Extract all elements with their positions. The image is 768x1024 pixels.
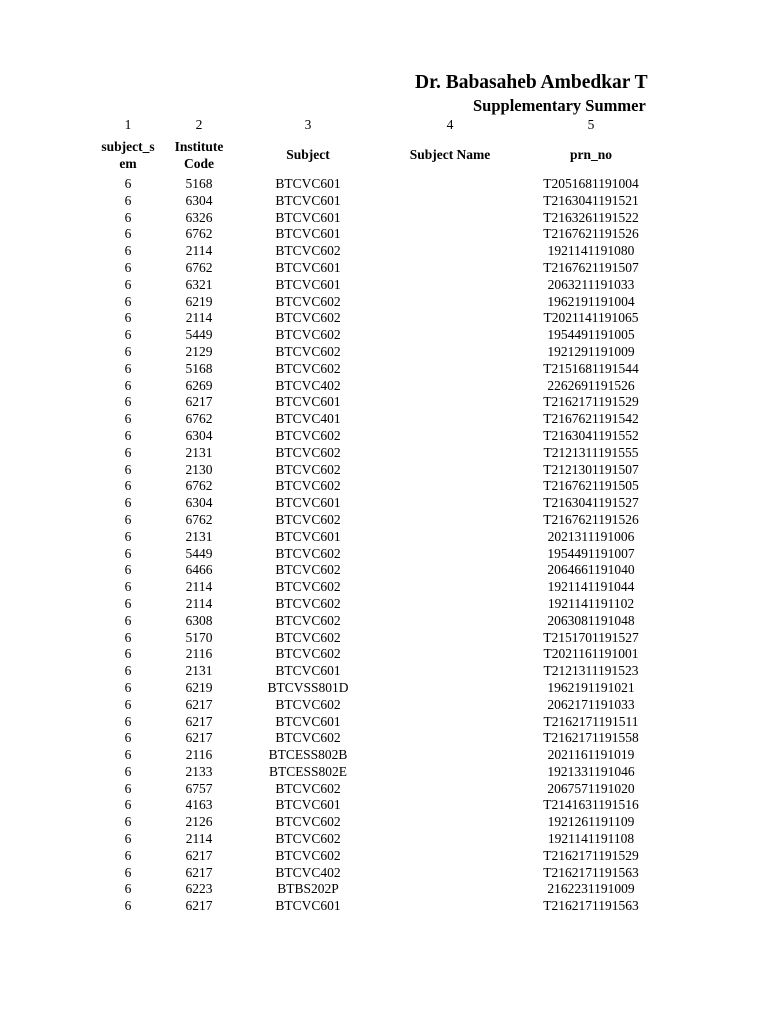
cell-prn-no: 2262691191526: [547, 377, 635, 393]
cell-subject: BTCVC602: [275, 461, 341, 477]
cell-prn-no: T2121301191507: [543, 461, 639, 477]
cell-institute-code: 5168: [185, 360, 213, 376]
cell-subject-sem: 6: [124, 579, 132, 595]
cell-institute-code: 6762: [185, 478, 213, 494]
cell-subject-sem: 6: [124, 696, 132, 712]
table-row: [0, 579, 768, 596]
cell-subject-sem: 6: [124, 511, 132, 527]
cell-subject: BTCVC602: [275, 243, 341, 259]
table-row: [0, 630, 768, 647]
cell-subject-sem: 6: [124, 612, 132, 628]
cell-institute-code: 6304: [185, 192, 213, 208]
cell-subject: BTCVC601: [275, 528, 341, 544]
cell-subject: BTCVC601: [275, 797, 341, 813]
cell-subject-sem: 6: [124, 478, 132, 494]
cell-subject-sem: 6: [124, 343, 132, 359]
table-row: [0, 898, 768, 915]
cell-subject: BTCVC601: [275, 495, 341, 511]
cell-prn-no: T2167621191505: [543, 478, 639, 494]
cell-subject-sem: 6: [124, 562, 132, 578]
cell-subject-sem: 6: [124, 360, 132, 376]
table-row: [0, 378, 768, 395]
cell-institute-code: 5449: [185, 545, 213, 561]
cell-subject: BTCESS802B: [268, 747, 348, 763]
table-row: [0, 697, 768, 714]
table-row: [0, 781, 768, 798]
header-institute-code: Institute Code: [174, 139, 224, 171]
cell-subject: BTCVC602: [275, 814, 341, 830]
cell-prn-no: T2162171191529: [543, 394, 639, 410]
cell-subject: BTCVC601: [275, 663, 341, 679]
table-row: [0, 327, 768, 344]
cell-institute-code: 6217: [185, 696, 213, 712]
cell-institute-code: 2130: [185, 461, 213, 477]
cell-institute-code: 2133: [185, 763, 213, 779]
document-subtitle: Supplementary Summer: [473, 96, 646, 115]
cell-prn-no: T2162171191529: [543, 847, 639, 863]
table-row: [0, 797, 768, 814]
cell-institute-code: 6217: [185, 730, 213, 746]
cell-prn-no: 1954491191007: [547, 545, 635, 561]
cell-institute-code: 6757: [185, 780, 213, 796]
cell-subject-sem: 6: [124, 646, 132, 662]
cell-subject: BTCVC602: [275, 343, 341, 359]
cell-subject: BTCVC602: [275, 511, 341, 527]
cell-institute-code: 2114: [185, 310, 213, 326]
header-subject-name: Subject Name: [409, 147, 491, 162]
table-row: [0, 747, 768, 764]
cell-prn-no: T2167621191526: [543, 226, 639, 242]
cell-prn-no: 1921141191108: [547, 831, 635, 847]
table-row: [0, 260, 768, 277]
cell-subject: BTCVC602: [275, 579, 341, 595]
cell-prn-no: T2163041191527: [543, 495, 639, 511]
table-row: [0, 663, 768, 680]
cell-subject: BTCVC602: [275, 696, 341, 712]
cell-prn-no: T2141631191516: [543, 797, 639, 813]
table-row: [0, 680, 768, 697]
cell-subject-sem: 6: [124, 259, 132, 275]
cell-subject-sem: 6: [124, 847, 132, 863]
cell-subject-sem: 6: [124, 293, 132, 309]
table-row: [0, 226, 768, 243]
cell-prn-no: T2151701191527: [543, 629, 639, 645]
cell-institute-code: 6762: [185, 511, 213, 527]
cell-subject: BTCVC602: [275, 293, 341, 309]
cell-subject-sem: 6: [124, 528, 132, 544]
cell-prn-no: 2021311191006: [547, 528, 635, 544]
cell-subject: BTCVC601: [275, 276, 341, 292]
cell-institute-code: 5170: [185, 629, 213, 645]
document-title: Dr. Babasaheb Ambedkar T: [415, 72, 648, 93]
table-row: [0, 613, 768, 630]
cell-subject-sem: 6: [124, 780, 132, 796]
cell-subject: BTCVC602: [275, 545, 341, 561]
cell-subject-sem: 6: [124, 226, 132, 242]
cell-subject: BTCVC601: [275, 898, 341, 914]
cell-subject-sem: 6: [124, 427, 132, 443]
cell-subject: BTCVC602: [275, 831, 341, 847]
cell-subject-sem: 6: [124, 814, 132, 830]
cell-subject-sem: 6: [124, 763, 132, 779]
cell-prn-no: 2067571191020: [547, 780, 635, 796]
table-row: [0, 881, 768, 898]
cell-institute-code: 6217: [185, 898, 213, 914]
cell-institute-code: 6304: [185, 495, 213, 511]
cell-institute-code: 2114: [185, 579, 213, 595]
cell-institute-code: 2116: [185, 747, 213, 763]
cell-institute-code: 5168: [185, 176, 213, 191]
cell-prn-no: T2167621191542: [543, 411, 639, 427]
cell-subject-sem: 6: [124, 595, 132, 611]
cell-subject: BTCESS802E: [268, 763, 347, 779]
cell-institute-code: 6217: [185, 713, 213, 729]
cell-subject: BTCVC602: [275, 612, 341, 628]
table-row: [0, 361, 768, 378]
cell-prn-no: T2162171191563: [543, 864, 639, 880]
cell-subject-sem: 6: [124, 310, 132, 326]
cell-subject-sem: 6: [124, 327, 132, 343]
cell-subject-sem: 6: [124, 898, 132, 914]
table-row: [0, 411, 768, 428]
cell-prn-no: T2162171191511: [543, 713, 639, 729]
cell-prn-no: 2064661191040: [547, 562, 635, 578]
column-number-2: 2: [195, 117, 203, 132]
table-body: [0, 176, 768, 915]
cell-institute-code: 6217: [185, 864, 213, 880]
cell-subject-sem: 6: [124, 394, 132, 410]
table-row: [0, 344, 768, 361]
cell-prn-no: 2063211191033: [547, 276, 635, 292]
cell-institute-code: 6219: [185, 293, 213, 309]
cell-subject: BTCVC602: [275, 444, 341, 460]
cell-prn-no: T2121311191523: [543, 663, 639, 679]
cell-subject-sem: 6: [124, 192, 132, 208]
table-row: [0, 529, 768, 546]
table-row: [0, 714, 768, 731]
cell-subject: BTCVC402: [275, 864, 341, 880]
cell-subject-sem: 6: [124, 276, 132, 292]
table-row: [0, 294, 768, 311]
cell-subject: BTCVC601: [275, 226, 341, 242]
cell-institute-code: 6304: [185, 427, 213, 443]
cell-subject-sem: 6: [124, 864, 132, 880]
cell-subject: BTCVC602: [275, 562, 341, 578]
cell-institute-code: 2131: [185, 528, 213, 544]
table-row: [0, 277, 768, 294]
cell-prn-no: 1962191191021: [547, 679, 635, 695]
table-row: [0, 445, 768, 462]
cell-subject-sem: 6: [124, 545, 132, 561]
cell-prn-no: 1921291191009: [547, 343, 635, 359]
cell-subject: BTCVC601: [275, 713, 341, 729]
header-subject-sem: subject_s em: [101, 139, 155, 171]
cell-subject: BTCVC602: [275, 327, 341, 343]
table-row: [0, 596, 768, 613]
table-row: [0, 210, 768, 227]
cell-prn-no: T2163041191521: [543, 192, 639, 208]
cell-prn-no: 1921141191044: [547, 579, 635, 595]
cell-subject-sem: 6: [124, 797, 132, 813]
cell-subject-sem: 6: [124, 663, 132, 679]
cell-prn-no: T2151681191544: [543, 360, 639, 376]
cell-subject-sem: 6: [124, 411, 132, 427]
cell-subject-sem: 6: [124, 209, 132, 225]
cell-subject: BTCVC602: [275, 646, 341, 662]
cell-subject-sem: 6: [124, 713, 132, 729]
cell-institute-code: 5449: [185, 327, 213, 343]
cell-institute-code: 6762: [185, 411, 213, 427]
cell-subject: BTCVC602: [275, 847, 341, 863]
cell-subject: BTCVC401: [275, 411, 341, 427]
cell-subject: BTCVC602: [275, 730, 341, 746]
cell-subject-sem: 6: [124, 747, 132, 763]
cell-prn-no: T2163041191552: [543, 427, 639, 443]
cell-institute-code: 6326: [185, 209, 213, 225]
cell-subject: BTCVSS801D: [267, 679, 349, 695]
cell-subject: BTCVC602: [275, 595, 341, 611]
cell-prn-no: T2121311191555: [543, 444, 639, 460]
cell-subject-sem: 6: [124, 377, 132, 393]
cell-institute-code: 6223: [185, 881, 213, 897]
cell-prn-no: 1921141191102: [547, 595, 635, 611]
table-row: [0, 243, 768, 260]
cell-subject-sem: 6: [124, 461, 132, 477]
cell-subject-sem: 6: [124, 243, 132, 259]
cell-institute-code: 2131: [185, 444, 213, 460]
table-row: [0, 512, 768, 529]
cell-institute-code: 6308: [185, 612, 213, 628]
cell-institute-code: 6219: [185, 679, 213, 695]
cell-prn-no: T2021161191001: [543, 646, 639, 662]
cell-prn-no: T2162171191558: [543, 730, 639, 746]
cell-subject-sem: 6: [124, 679, 132, 695]
table-row: [0, 848, 768, 865]
cell-institute-code: 2114: [185, 243, 213, 259]
cell-subject: BTCVC402: [275, 377, 341, 393]
table-row: [0, 394, 768, 411]
cell-subject-sem: 6: [124, 629, 132, 645]
table-row: [0, 814, 768, 831]
cell-prn-no: 2021161191019: [547, 747, 635, 763]
cell-prn-no: 2063081191048: [547, 612, 635, 628]
cell-institute-code: 4163: [185, 797, 213, 813]
cell-institute-code: 2116: [185, 646, 213, 662]
cell-subject: BTCVC602: [275, 478, 341, 494]
column-number-1: 1: [124, 117, 132, 132]
table-row: [0, 764, 768, 781]
table-row: [0, 495, 768, 512]
table-row: [0, 428, 768, 445]
cell-institute-code: 6217: [185, 847, 213, 863]
cell-prn-no: T2051681191004: [543, 176, 639, 191]
cell-institute-code: 6269: [185, 377, 213, 393]
cell-institute-code: 6762: [185, 226, 213, 242]
cell-subject-sem: 6: [124, 881, 132, 897]
cell-prn-no: T2167621191507: [543, 259, 639, 275]
cell-institute-code: 2131: [185, 663, 213, 679]
cell-institute-code: 6321: [185, 276, 213, 292]
table-row: [0, 646, 768, 663]
cell-subject-sem: 6: [124, 444, 132, 460]
cell-subject: BTBS202P: [277, 881, 339, 897]
cell-subject: BTCVC602: [275, 629, 341, 645]
cell-subject-sem: 6: [124, 831, 132, 847]
table-row: [0, 193, 768, 210]
cell-institute-code: 2114: [185, 595, 213, 611]
cell-institute-code: 6217: [185, 394, 213, 410]
cell-prn-no: T2167621191526: [543, 511, 639, 527]
cell-subject: BTCVC601: [275, 259, 341, 275]
cell-subject-sem: 6: [124, 176, 132, 191]
table-row: [0, 478, 768, 495]
cell-prn-no: T2021141191065: [543, 310, 639, 326]
table-row: [0, 176, 768, 193]
header-subject: Subject: [286, 147, 330, 162]
table-row: [0, 310, 768, 327]
column-number-5: 5: [587, 117, 595, 132]
cell-subject: BTCVC601: [275, 209, 341, 225]
cell-subject: BTCVC602: [275, 310, 341, 326]
cell-institute-code: 6762: [185, 259, 213, 275]
cell-prn-no: 1962191191004: [547, 293, 635, 309]
cell-prn-no: T2162171191563: [543, 898, 639, 914]
cell-subject: BTCVC602: [275, 780, 341, 796]
column-number-4: 4: [446, 117, 454, 132]
table-row: [0, 831, 768, 848]
table-row: [0, 562, 768, 579]
table-row: [0, 546, 768, 563]
cell-prn-no: 2062171191033: [547, 696, 635, 712]
cell-subject: BTCVC602: [275, 360, 341, 376]
table-row: [0, 462, 768, 479]
cell-prn-no: 1921331191046: [547, 763, 635, 779]
cell-institute-code: 2129: [185, 343, 213, 359]
cell-prn-no: T2163261191522: [543, 209, 639, 225]
table-row: [0, 730, 768, 747]
cell-subject: BTCVC602: [275, 427, 341, 443]
cell-subject: BTCVC601: [275, 192, 341, 208]
cell-subject: BTCVC601: [275, 176, 341, 191]
cell-prn-no: 1921141191080: [547, 243, 635, 259]
cell-subject-sem: 6: [124, 730, 132, 746]
cell-subject: BTCVC601: [275, 394, 341, 410]
column-number-3: 3: [304, 117, 312, 132]
cell-subject-sem: 6: [124, 495, 132, 511]
header-prn-no: prn_no: [569, 147, 613, 162]
table-row: [0, 865, 768, 882]
cell-institute-code: 2126: [185, 814, 213, 830]
cell-institute-code: 6466: [185, 562, 213, 578]
cell-prn-no: 1954491191005: [547, 327, 635, 343]
cell-prn-no: 2162231191009: [547, 881, 635, 897]
cell-prn-no: 1921261191109: [547, 814, 635, 830]
cell-institute-code: 2114: [185, 831, 213, 847]
